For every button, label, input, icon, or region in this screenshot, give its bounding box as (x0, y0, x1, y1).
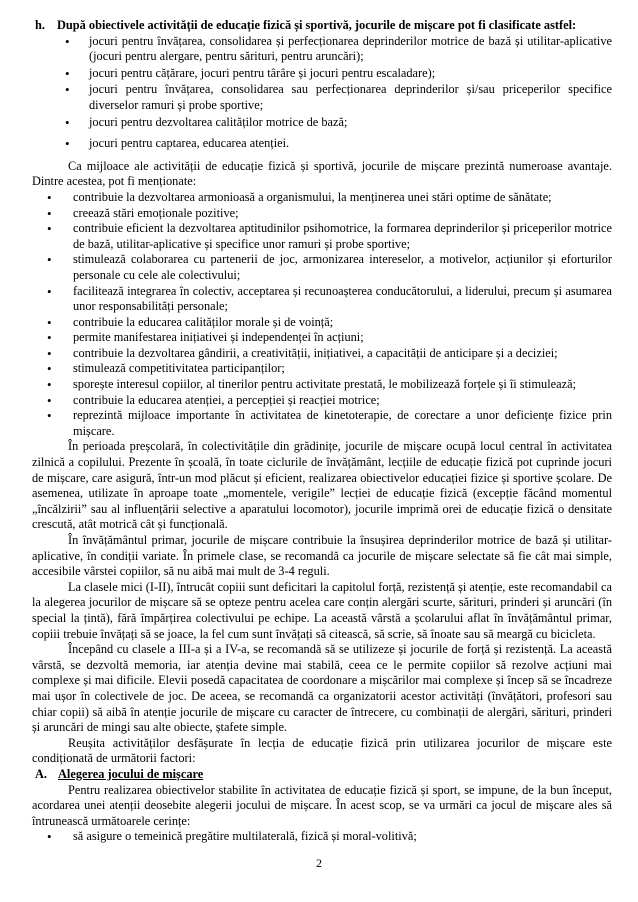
requirements-list (32, 829, 612, 845)
list-item: • să asigure o temeinică pregătire multilaterală, fizică și moral-volitivă; (47, 829, 612, 845)
list-item: • contribuie la educarea atenției, a percepției și reacției motrice; (47, 393, 612, 409)
document-page (32, 0, 612, 845)
section-h-title: După obiectivele activității de educație fizică și sportivă, jocurile de mișcare pot fi clasificate astfel: (57, 18, 577, 32)
list-item: • jocuri pentru învățarea, consolidarea și perfecționarea deprinderilor motrice de bază și utilitar-aplicative (jocuri pentru alergare, pentru sărituri, pentru aruncări); (65, 34, 612, 65)
advantages-list (32, 190, 612, 440)
list-item: • jocuri pentru învățarea, consolidarea sau perfecționarea deprinderilor și/sau priceperilor specifice diverselor ramuri și probe sportive; (65, 82, 612, 113)
body-paragraph: În învățământul primar, jocurile de mișcare contribuie la însușirea deprinderilor motrice de bază și utilitar-aplicative, în condiții variate. În primele clase, se recomandă ca jocurile de mișcare selectate să fie cât mai simple, accesibile vârstei copiilor, să nu aibă mai mult de 3-4 reguli. (32, 533, 612, 579)
section-a-paragraph: Pentru realizarea obiectivelor stabilite în activitatea de educație fizică și sport, se impune, de la bun început, acordarea unei atenții deosebite alegerii jocului de mișcare. În acest scop, se va urmări ca jocul de mișcare ales să întrunească următoarele cerințe: (32, 782, 612, 828)
section-a-letter: A. (35, 766, 48, 781)
list-item: • facilitează integrarea în colectiv, acceptarea și recunoașterea conducătorului, a liderului, precum și asumarea unor responsabilități personale; (47, 284, 612, 315)
list-item: • contribuie la dezvoltarea gândirii, a creativității, inițiativei, a capacității de anticipare și a deciziei; (47, 346, 612, 362)
section-a-heading (32, 767, 612, 783)
list-item: • creează stări emoționale pozitive; (47, 206, 612, 222)
body-paragraph: La clasele mici (I-II), întrucât copiii sunt deficitari la capitolul forță, rezistență și atenție, este recomandabil ca la alegerea jocurilor de mișcare să se opteze pentru acelea care conțin alergări scurte, sărituri, prinderi și aruncări (în special la țintă), fără împărțirea colectivului pe echipe. La această vârstă a școlarului aflat în învățământul primar, copiii trebuie învățați să se joace, la fel cum sunt învățați să citească, să scrie, să înoate sau să meargă cu bicicleta. (32, 579, 612, 641)
list-item: • stimulează colaborarea cu partenerii de joc, armonizarea intereselor, a motivelor, acțiunilor și eforturilor personale cu cele ale colectivului; (47, 252, 612, 283)
list-item: • jocuri pentru cățărare, jocuri pentru târâre și jocuri pentru escaladare); (65, 66, 612, 82)
body-paragraph: În perioada preșcolară, în colectivitățile din grădinițe, jocurile de mișcare ocupă locul central în activitatea zilnică a copilului. Prezente în școală, în toate ciclurile de învățământ, lecțiile de educație fizică pot cuprinde jocuri de mișcare, care asigură, într-un mod plăcut și eficient, realizarea obiectivelor educației fizice și sportive școlare. De asemenea, utilizate în aproape toate „momentele, verigile” lecției de educație fizică (excepție făcând momentul „încălzirii” sau al influențării selective a aparatului locomotor), jocurile imprimă orei de educație fizică o densitate crescută, atât motrică cât și funcțională. (32, 439, 612, 532)
classification-list (32, 34, 612, 152)
list-item: • contribuie eficient la dezvoltarea aptitudinilor psihomotrice, la formarea deprinderilor și priceperilor motrice de bază, utilitar-aplicative și specifice unor ramuri și probe sportive; (47, 221, 612, 252)
list-item: • sporește interesul copiilor, al tinerilor pentru activitate prestată, le mobilizează forțele și îi stimulează; (47, 377, 612, 393)
list-item: • permite manifestarea inițiativei și independenței în acțiuni; (47, 330, 612, 346)
section-a-title: Alegerea jocului de mișcare (58, 766, 204, 781)
intro-paragraph: Ca mijloace ale activității de educație fizică și sportivă, jocurile de mișcare prezintă numeroase avantaje. Dintre acestea, pot fi menționate: (32, 158, 612, 189)
list-item: • contribuie la educarea calităților morale și de voință; (47, 315, 612, 331)
section-h-heading (32, 18, 612, 34)
page-number: 2 (316, 856, 322, 870)
section-h-letter: h. (35, 18, 45, 32)
list-item: • jocuri pentru dezvoltarea calităților motrice de bază; (65, 115, 612, 131)
list-item: • jocuri pentru captarea, educarea atenției. (65, 136, 612, 152)
list-item: • contribuie la dezvoltarea armonioasă a organismului, la menținerea unei stări optime de sănătate; (47, 190, 612, 206)
list-item: • reprezintă mijloace importante în activitatea de kinetoterapie, de corectare a unor deficiențe fizice prin mișcare. (47, 408, 612, 439)
body-paragraph: Reușita activităților desfășurate în lecția de educație fizică prin utilizarea jocurilor de mișcare este condiționată de următorii factori: (32, 735, 612, 766)
body-paragraph: Începând cu clasele a III-a și a IV-a, se recomandă să se utilizeze și jocurile de forță și rezistență. La această vârstă, se dezvoltă memoria, iar atenția devine mai stabilă, ceea ce le permite copiilor să rezolve acțiuni mai complexe și mai dificile. Elevii posedă capacitatea de coordonare a mișcărilor mai complexe și încep să se încadreze mai ușor în colectivele de joc. De aceea, se recomandă ca organizatorii acestor activități (învățători, profesori sau chiar copii) să aibă în atenție jocurile de mișcare cu caracter de întrecere, cu combinații de alergări, sărituri, prinderi și aruncări de mingi sau alte obiecte, ștafete simple. (32, 642, 612, 735)
list-item: • stimulează competitivitatea participanților; (47, 361, 612, 377)
